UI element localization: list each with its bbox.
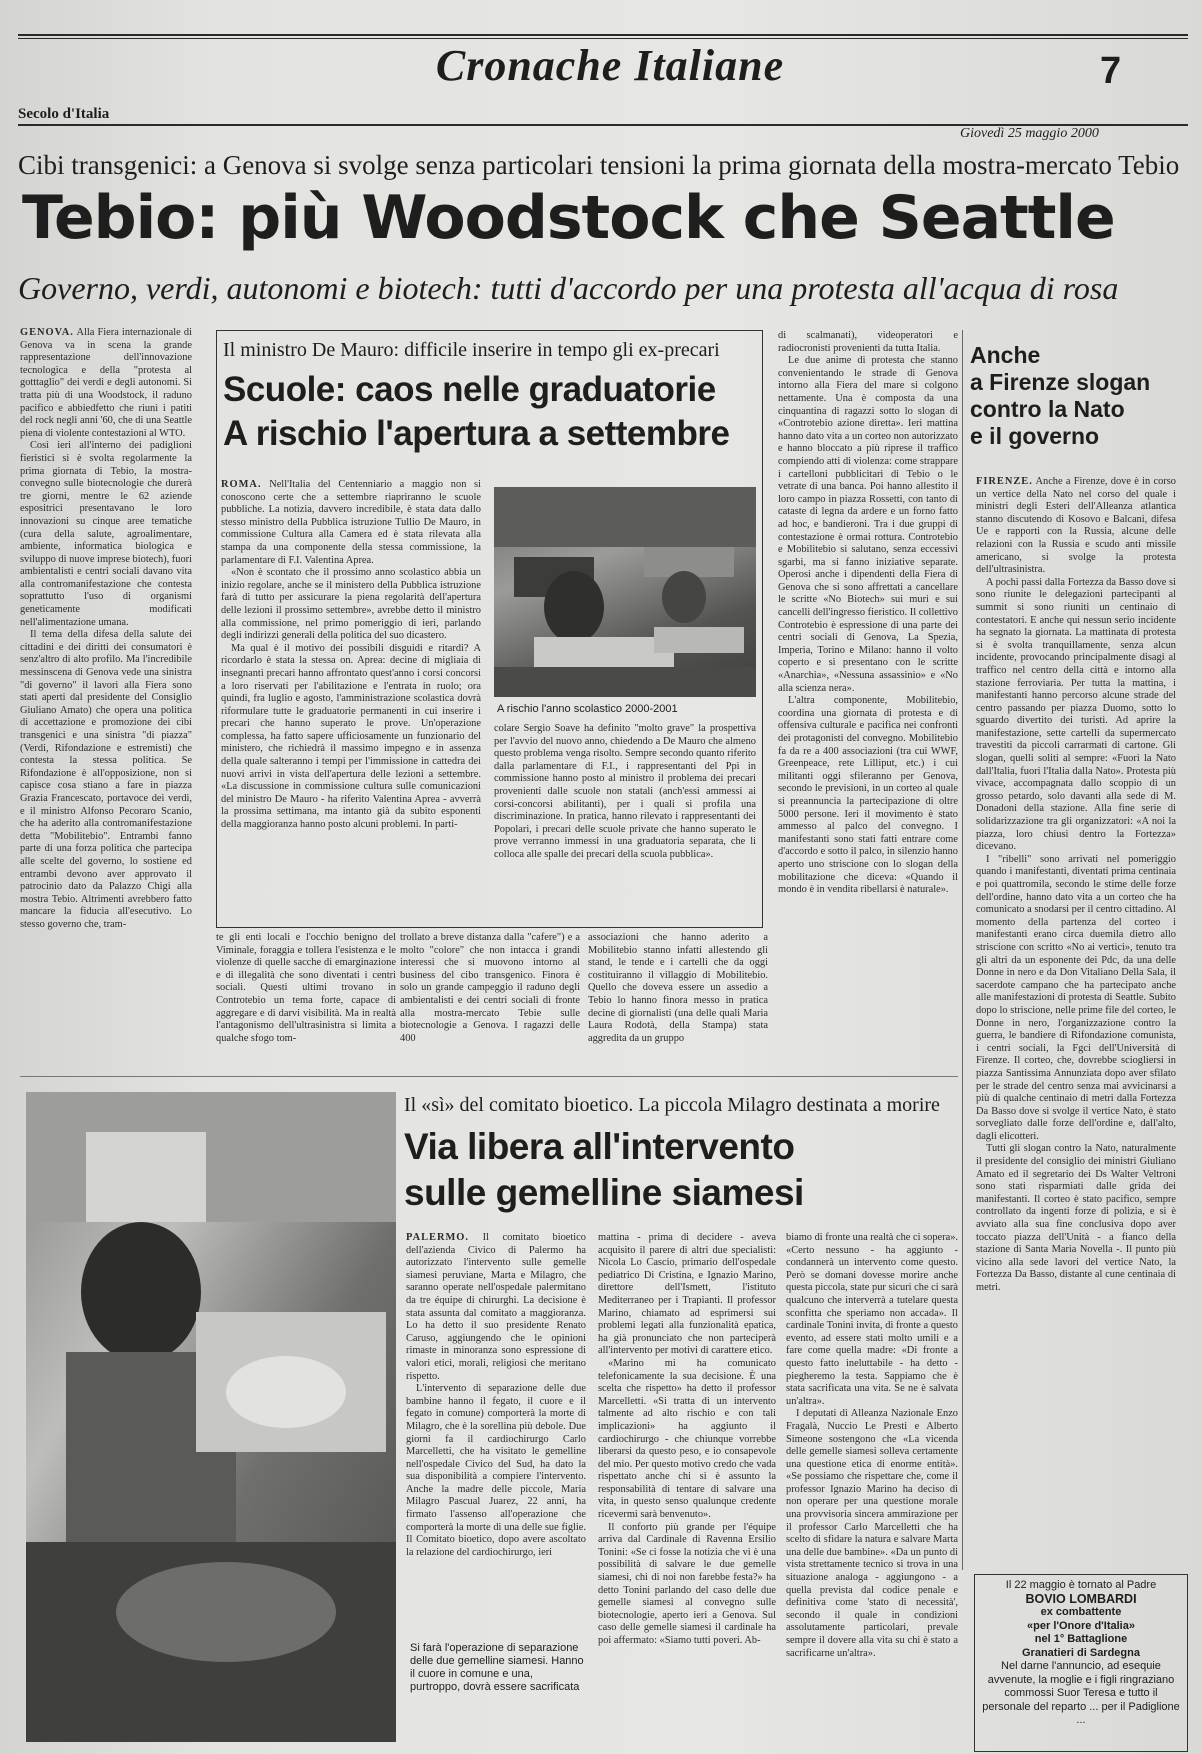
notice-line: ex combattente [1040,1606,1122,1618]
schools-kicker: Il ministro De Mauro: difficile inserire in tempo gli ex-precari [223,339,720,361]
lead-paragraph: di scalmanati), videoperatori e radiocronisti provenienti da tutta Italia. [778,330,958,354]
schools-column-2 [494,723,756,921]
lead-city: GENOVA. [20,327,74,338]
top-rule [18,34,1188,36]
florence-headline-2: a Firenze slogan [970,369,1151,395]
dateline: Giovedì 25 maggio 2000 [960,126,1099,141]
paper-name: Secolo d'Italia [18,106,110,122]
page-number: 7 [1100,50,1122,92]
lead-paragraph: Alla Fiera internazionale di Genova va in scena la grande rappresentazione dell'innovazione tecnologica e della "protesta al gotttaglio" dei verdi e degli autonomi. Si tratta più di una Woodstock, il raduno pacifico e abbiedfetto che riunì i patiti del rock negli anni '60, che di una Seattle piena di violente contestazioni al WTO. [20,327,192,439]
florence-city: FIRENZE. [976,476,1033,487]
florence-headline-4: e il governo [970,423,1100,449]
lead-paragraph: Il tema della difesa della salute dei cittadini e dei diritti dei consumatori è senz'altro di alto profilo. Ma l'incredibile messinscena di Genova vede una sinistra "di governo" il lavori alla Fiera sono stati aperti dal presidente del Consiglio Giuliano Amato) che opera una politica di accettazione e promozione dei cibi transgenici e una sinistra "di piazza" (Verdi, Rifondazione e estremisti) che contesta la stessa politica. Se Rifondazione è all'opposizione, non si capisce cosa stiano a fare in piazza Grazia Francescato, portavoce dei verdi, e il ministro Alfonso Pecoraro Scanio, che ha aderito alla contromanifestazione detta "Mobilitebio". Entrambi fanno parte di una forza politica che partecipa alle scelte del governo, lo sostiene ed entrambi devono aver approvato il patrocinio dato da Palazzo Chigi alla mostra Tebio. Altrimenti avrebbero fatto mancare la fiducia all'esecutivo. Lo stesso governo che, tram- [20,629,192,930]
twins-column-1 [406,1232,586,1614]
schools-headline-1: Scuole: caos nelle graduatorie [223,370,716,409]
twins-paragraph: mattina - prima di decidere - aveva acquisito il parere di altri due specialisti: Nicola Lo Cascio, primario dell'ospedale pediatrico Di Cristina, e Ignazio Marino, direttore dell'Ismett, l'istituto Mediterraneo per i Trapianti. Il professor Marino, chiamato ad esprimersi sui problemi legati alla funzionalità epatica, ha già pronunciato che non parteciperà all'intervento per motivi di carattere etico. [598,1232,776,1357]
twins-column-3 [786,1232,958,1744]
twins-paragraph: L'intervento di separazione delle due bambine hanno il fegato, il cuore e il fegato in comune) comporterà la morte di Milagro, che è la sorellina più debole. Due giorni fa il cardiochirurgo Carlo Marcelletti, che ha visitato le gemelline nell'ospedale Civico del Sud, ha dato la sua disponibilità a compiere l'intervento. Anche la madre delle piccole, Maria Milagro Pascual Juarez, 22 anni, ha firmato l'assenso all'operazione che comporterà la morte di una delle sue figlie. Il Comitato bioetico, dopo avere ascoltato la relazione del cardiochirurgo, ieri [406,1383,586,1558]
twins-headline-1: Via libera all'intervento [404,1126,795,1167]
lead-paragraph: L'altra componente, Mobilitebio, coordina una giornata di protesta e di offensiva culturale e pacifica nei confronti dei protagonisti del convegno. Mobilitebio fa da re a 400 associazioni (tra cui WWF, Greenpeace, rete Lilliput, etc.) i cui militanti oggi sfileranno per Genova, secondo le previsioni, in un corteo al quale si preannuncia la partecipazione di oltre 5000 persone. Ieri il movimento è stato ammesso al palco del convegno. I manifestanti sono stati fatti entrare come d'accordo e sotto il palco, in silenzio hanno aperto uno striscione con lo slogan della mobilitazione che diceva: «Quando il mondo è in vendita ribellarsi è naturale». [778,695,958,896]
twins-headline-2: sulle gemelline siamesi [404,1172,804,1213]
florence-column [976,476,1176,1566]
lead-subhead: Governo, verdi, autonomi e biotech: tutti d'accordo per una protesta all'acqua di rosa [18,270,1119,306]
florence-headline-1: Anche [970,342,1041,368]
lead-paragraph: te gli enti locali e l'occhio benigno del Viminale, foraggia e tollera l'esistenza e le violenze di quelle sacche di emarginazione e di illegalità che sono diventati i centri sociali. Questi ultimi trovano in Controtebio un tema forte, capace di aggregare e di darvi visibilità. Ma in realtà l'antagonismo dell'ultrasinistra si limita a qualche sfogo tom- [216,932,396,1044]
twins-paragraph: Il comitato bioetico dell'azienda Civico di Palermo ha autorizzato l'intervento sulle gemelle siamesi peruviane, Marta e Milagro, che saranno operate nell'ospedale palermitano da tre équipe di chirurghi. La decisione è stata assunta dal comitato a maggioranza. Lo ha detto il suo presidente Renato Caruso, aggiungendo che le opinioni rimaste in minoranza sono espressione di valori etici, morali, religiosi che meritano rispetto. [406,1232,586,1382]
lead-paragraph: Così ieri all'interno dei padiglioni fieristici si è svolta regolarmente la prima giornata di Tebio, la mostra-convegno sulle biotecnologie che durerà tre giorni, mentre le 62 aziende espositrici presentavano le loro innovazioni su cinque aree tematiche (cura della salute, agroalimentare, ambiente, informatica biologica e sviluppo di nuove imprese biotech), fuori ambientalisti e centri sociali davano vita alla contromanifestazione che contesta soprattutto l'uso di organismi geneticamente modificati nell'alimentazione umana. [20,440,192,628]
notice-line: Il 22 maggio è tornato al Padre [1005,1579,1157,1591]
lead-kicker: Cibi transgenici: a Genova si svolge senza particolari tensioni la prima giornata della mostra-mercato Tebio [18,150,1180,180]
side-column-divider [962,330,963,1570]
schools-headline-2: A rischio l'apertura a settembre [223,414,730,453]
florence-paragraph: I "ribelli" sono arrivati nel pomeriggio quando i manifestanti, diventati prima centinaia e poi quattromila, secondo le stime delle forze dell'ordine, hanno dato vita a un corteo che ha comunicato a snodarsi per il centro cittadino. Al momento della partenza del corteo i manifestanti erano circa duemila dietro allo striscione con scritto «No ai vertici», tenuto tra gli altri da un esponente dei Pdc, da una delle Donne in nero e da Don Vitaliano Della Sala, il sacerdote campano che ha partecipato anche alle manifestazioni di protesta di Seattle. Subito dopo lo striscione, nelle prime file del corteo, le Donne in nero, l'organizzazione contro la guerra, le bandiere di Rifondazione comunista, i centri sociali, la Fgci dell'Università di Firenze. Il corteo, che, dovrebbe sciogliersi in piazza Santissima Annunziata dopo aver sfilato per le strade del centro senza mai avvicinarsi a più di qualche centinaio di metri dalla Fortezza Da Basso dove si svolge il vertice Nato, è stato sorvegliato dalle forze dell'ordine e, dall'alto, dagli elicotteri. [976,853,1176,1142]
lead-paragraph: Le due anime di protesta che stanno convenientando le strade di Genova intorno alla Fiera del mare si colgono nettamente. Una è composta da una cinquantina di ragazzi sotto lo slogan di «Controtebio azione diretta». Ieri mattina hanno dato vita a un corteo non autorizzato e hanno bloccato a più riprese il traffico compiendo atti di violenza: come strappare i cartelloni pubblicitari di Tebio o le vetrate di una banca. Poi hanno allestito il loro campo in piazza Rossetti, con tanto di cataste di legna da ardere e un forno fatto ad hoc, e bandieroni. Tra i due gruppi di contestazione è ormai rottura. Controtebio e Mobilitebio si salutano, senza eccessivi sgarbi, ma si fanno iniziative separate. Operosi anche i dipendenti della Fiera di Genova che si sono affrettati a cancellare le scritte «No Biotech» sui muri e sui cancelli dell'ingresso fieristico. Il collettivo Controtebio è espressione di una parte dei centri sociali di Genova, La Spezia, Imperia, Torino e Milano: hanno il volto coperto e si presentano con le scritte «Anarchia», «Nessuna assassinio» e «No alla scienza nera». [778,355,958,694]
florence-headline [970,342,1195,450]
hospital-illustration [26,1092,396,1742]
classroom-photo [494,487,756,697]
lead-column-mid-2 [400,932,580,1064]
twins-photo-caption: Si farà l'operazione di separazione delle due gemelline siamesi. Hanno il cuore in comune e una, purtroppo, dovrà essere sacrificata [410,1642,584,1693]
notice-line: «per l'Onore d'Italia» [1027,1619,1135,1632]
lead-headline: Tebio: più Woodstock che Seattle [22,183,1115,253]
florence-headline-3: contro la Nato [970,396,1125,422]
lead-column-mid-1 [216,932,396,1064]
notice-body: Nel darne l'annuncio, ad esequie avvenute, la moglie e i figli ringraziano commossi Suor Teresa e tutto il personale del reparto ... per il Padiglione ... [982,1660,1180,1726]
florence-paragraph: Anche a Firenze, dove è in corso un vertice della Nato nel corso del quale i ministri degli Esteri dell'Alleanza atlantica stanno discutendo di Kosovo e Balcani, difesa Ue e rapporti con la Russia, alcune delle relazioni con la Russia e scudo anti missile americano, si svolge la protesta dell'ultrasinistra. [976,476,1176,576]
twins-paragraph: «Marino mi ha comunicato telefonicamente la sua decisione. È una scelta che rispetto» ha detto il professor Marcelletti. «Si tratta di un intervento talmente ad alto rischio e con tali implicazioni» ha aggiunto il cardiochirurgo - che chiunque vorrebbe liberarsi da questo peso, e io consapevole del mio. Per questo motivo credo che vada rispettato anche chi si è assunto la responsabilità di tentare di salvare una vita, in questo senso qualunque credente ricevermi sarà benvenuto». [598,1357,776,1521]
classroom-illustration [494,487,756,697]
schools-paragraph: «Non è scontato che il prossimo anno scolastico abbia un inizio regolare, anche se il ministero della Pubblica istruzione farà di tutto per assicurare la piena regolarità dell'apertura delle lezioni il prossimo settembre», avrebbe detto il ministro alla commissione, nel primo pomeriggio di ieri, parlando degli indirizzi generali della politica del suo dicastero. [221,567,481,642]
schools-column-1 [221,479,481,921]
twins-city: PALERMO. [406,1232,469,1243]
lead-paragraph: trollato a breve distanza dalla "cafere") e a molto "colore" che non intacca i grandi interessi che si muovono intorno al business del cibo transgenico. Finora è solo un grande campeggio il raduno degli ambientalisti e dei centri sociali di fronte alla mostra-mercato Tebie sulle biotecnologie a Genova. I ragazzi delle 400 [400,932,580,1044]
schools-box [216,330,763,928]
schools-photo-caption: A rischio l'anno scolastico 2000-2001 [497,703,678,715]
schools-paragraph: colare Sergio Soave ha definito "molto grave" la prospettiva per l'avvio del nuovo anno, chiedendo a De Mauro che almeno questo problema venga risolto. Sempre secondo quanto riferito dalla parlamentare di F.I., i rappresentanti del Ppi in commissione hanno posto al ministro il problema dei precari provenienti dalle scuole non statali (anch'essi ammessi ai corsi-concorsi abilitanti), per i quali si profila una discriminazione. In pratica, hanno rilevato i rappresentanti dei Popolari, i precari delle scuole private che hanno superato le prove verranno immessi in una graduatoria separata, che li colloca alle spalle dei precari della scuola pubblica». [494,723,756,860]
twins-paragraph: I deputati di Alleanza Nazionale Enzo Fragalà, Nuccio Le Presti e Alberto Simeone sostengono che «La vicenda delle gemelle siamesi solleva certamente una questione etica di enorme entità». «Se possiamo che rispettare che, come il professor Ignazio Marino ha deciso di non operare per una questione morale una provvisoria sincera ammirazione per il professor Carlo Marcelletti che ha scelto di sfidare la natura e salvare Marta una delle due bambine». «Da un punto di vista strettamente tecnico si trova in una situazione analoga - aggiungono - a quella prevista dal codice penale e definitiva come 'stato di necessità', secondo il quale in condizioni assolutamente particolari, prevale sempre il dovere alla vita su chi è stato a sacrificarne un'altra». [786,1408,958,1659]
lead-paragraph: associazioni che hanno aderito a Mobilitebio stanno infatti allestendo gli stand, le tende e i cartelli che da oggi costituiranno il villaggio di Mobilitebio. Quello che doveva essere un assedio a Tebio lo hanno finora messo in pratica decine di giornalisti (una delle quali Maria Laura Rodotà, della Stampa) stata aggredita da un gruppo [588,932,768,1044]
schools-paragraph: Nell'Italia del Centenniario a maggio non si conoscono certe che a settembre riapriranno le scuole pubbliche. La notizia, davvero incredibile, è stata data dallo stesso ministro della Pubblica istruzione Tullio De Mauro, in commissione Cultura alla Camera ed è stata rilevata alla stampa da una componente della stessa commissione, la parlamentare di F.I. Valentina Aprea. [221,479,481,566]
notice-line: nel 1° Battaglione [1034,1633,1128,1645]
schools-city: ROMA. [221,479,262,490]
hospital-photo [26,1092,396,1742]
florence-paragraph: A pochi passi dalla Fortezza da Basso dove si sono riunite le delegazioni partecipanti al summit si sono riuniti un centinaio di contestatori. E anche qui nessun serio incidente ha segnato la giornata. La mattinata di protesta si è svolta tranquillamente, senza alcun incidente, provocando principalmente disagi al traffico nel centro della città e intorno alla stazione ferroviaria. Per tutta la mattina, i manifestanti hanno percorso alcune strade del centro passando per piazza Duomo, sotto lo sguardo divertito dei turisti. Ad aprire la manifestazione, sette cartelli da supermercato travestiti da piccoli carrarmati di cartone. Gli slogan, quelli soliti al sempre: «Fuori la Nato dall'Italia, fuori l'Italia dalla Nato». Protesta più vivace, accompagnata dallo scoppio di un grosso petardo, solo davanti alla sede di M. Donadoni della stazione. Alla fine serie di solidarizzazione tra gli organizzatori: «A noi la piazza, loro chiusi dentro la Fortezza» dicevano. [976,576,1176,853]
schools-paragraph: Ma qual è il motivo dei possibili disguidi e ritardi? A ricordarlo è stata la stessa on. Aprea: decine di migliaia di insegnanti precari hanno affrontato quest'anno i corsi concorsi a loro riservati per l'abilitazione e l'entrata in ruolo; ora quindi, fra luglio e agosto, l'amministrazione scolastica dovrà riformulare tutte le graduatorie permanenti in cui inserire i precari che hanno superato le prove. Un'operazione complessa, ha fatto sapere ufficiosamente un funzionario del ministero, che richiedrà il massimo impegno e in assenza della quale salteranno i tempi per l'immissione in cattedra dei nuovi arrivi in vista dell'apertura delle lezioni a settembre. «La discussione in commissione cultura sulle comunicazioni del ministro De Mauro - ha riferito Valentina Aprea - avverrà la prossima settimana, ma intanto già da subito esponenti della maggioranza hanno posto alcuni problemi. In parti- [221,642,481,831]
lead-column-mid-3 [588,932,768,1064]
top-rule-thin [18,38,1188,39]
section-divider [20,1076,958,1077]
section-title: Cronache Italiane [435,41,785,90]
florence-paragraph: Tutti gli slogan contro la Nato, naturalmente il presidente del consiglio dei ministri Giuliano Amato ed il segretario dei Ds Walter Veltroni sono stati risparmiati dalle grida dei manifestanti. Il corteo è stato pacifico, sempre controllato da ingenti forze di polizia, e si è avviato alla sua fine conclusiva dopo aver toccato piazza dell'Unità - a fianco della stazione di Santa Maria Novella -. Il punto più vicino alla sede lavori del vertice Nato, la Fortezza Da Basso, distante al cune centinaia di metri. [976,1143,1176,1293]
lead-column-right [778,330,958,1064]
notice-line: Granatieri di Sardegna [1022,1646,1140,1659]
twins-paragraph: Il conforto più grande per l'équipe arriva dal Cardinale di Ravenna Ersilio Tonini: «Se ci fosse la notizia che vi è una possibilità di salvare le due gemelle siamesi, chi di noi non farebbe festa?» ha detto Tonini parlando del caso delle due gemelle siamesi al convegno sulle biotecnologie, aperto ieri a Genova. Sul caso delle gemelle siamesi il cardinale ha poi affermato: «Siamo tutti poveri. Ab- [598,1521,776,1646]
lead-column-1 [20,327,192,1064]
twins-paragraph: biamo di fronte una realtà che ci sopera». «Certo nessuno - ha aggiunto - condannerà un intervento come questo. Però se domani dovesse morire anche questa piccola, state pur sicuri che ci sarà qualcuno che interverrà a tutelare questa sconfitta che speriamo non accada». Il cardinale Tonini invita, di fronte a questo evento, ad essere stati molto umili e a fare come quella madre: «Di fronte a questo fatto ineluttabile - ha detto - piegheremo la testa. Sappiamo che è stata sacrificata una vita. Se ne è salvata un'altra». [786,1232,958,1407]
obituary-notice [974,1574,1188,1752]
twins-column-2 [598,1232,776,1744]
twins-kicker: Il «sì» del comitato bioetico. La piccola Milagro destinata a morire [404,1094,940,1116]
notice-name: BOVIO LOMBARDI [1025,1591,1137,1606]
